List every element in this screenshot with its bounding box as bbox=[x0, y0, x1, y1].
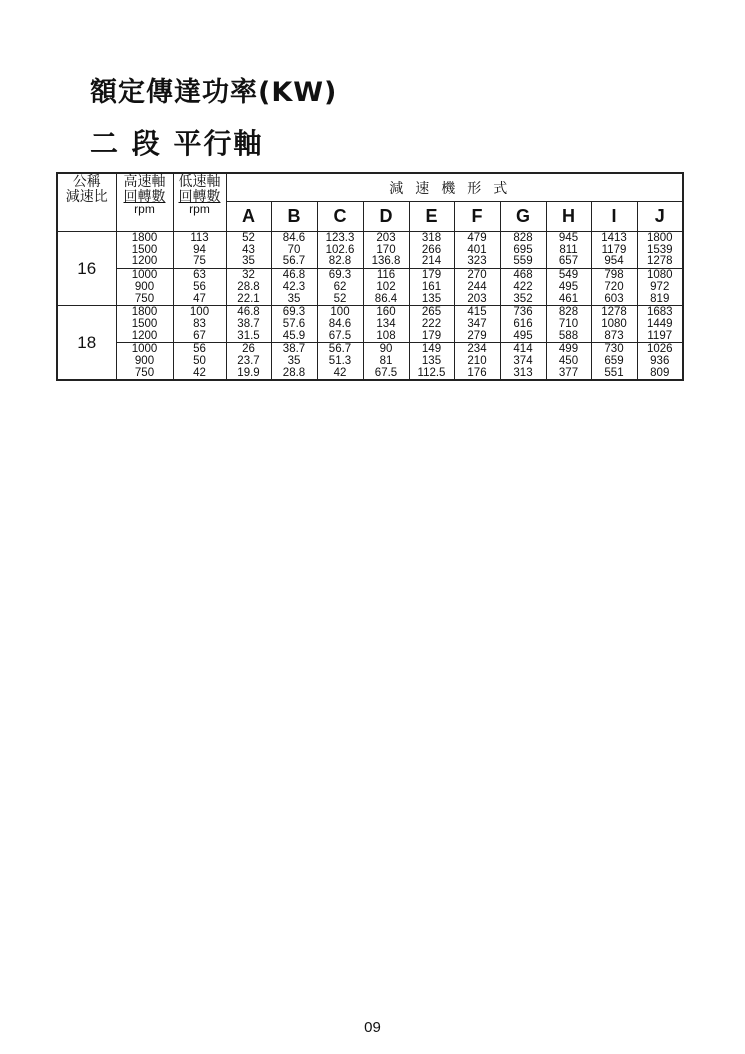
cell-value: 422 bbox=[513, 280, 533, 293]
cell-value: 468 bbox=[513, 269, 533, 282]
power-cell-b bbox=[271, 269, 317, 306]
cell-value: 736 bbox=[513, 306, 533, 319]
cell-value: 23.7 bbox=[237, 355, 260, 368]
high-speed-rpm-cell bbox=[116, 269, 173, 306]
cell-value: 1080 bbox=[601, 317, 627, 330]
cell-value: 873 bbox=[604, 329, 624, 342]
high-speed-rpm-cell bbox=[116, 343, 173, 381]
cell-value: 52 bbox=[242, 232, 255, 244]
cell-value: 28.8 bbox=[282, 366, 306, 379]
cell-value: 270 bbox=[467, 269, 487, 282]
column-header-h: H bbox=[546, 202, 591, 232]
power-cell-d bbox=[363, 306, 409, 343]
cell-value: 113 bbox=[190, 232, 209, 244]
cell-value: 28.8 bbox=[237, 280, 260, 293]
cell-value: 347 bbox=[467, 317, 487, 330]
cell-value: 67.5 bbox=[328, 329, 352, 342]
power-cell-c bbox=[317, 306, 363, 343]
power-cell-a bbox=[226, 306, 271, 343]
header-ratio-line1: 公稱 bbox=[72, 173, 101, 189]
cell-value: 1200 bbox=[131, 255, 158, 268]
cell-value: 323 bbox=[467, 255, 487, 268]
column-header-c: C bbox=[317, 202, 363, 232]
cell-value: 1026 bbox=[646, 343, 673, 356]
page-subtitle: 二 段 平行軸 bbox=[90, 127, 264, 160]
power-cell-e bbox=[409, 269, 454, 306]
cell-value: 1278 bbox=[601, 306, 627, 319]
cell-value: 1200 bbox=[131, 329, 158, 342]
cell-value: 57.6 bbox=[282, 317, 306, 330]
cell-value: 100 bbox=[189, 306, 210, 319]
power-cell-j bbox=[637, 306, 683, 343]
power-cell-d bbox=[363, 343, 409, 381]
header-ratio-line2: 減速比 bbox=[65, 188, 108, 204]
cell-value: 179 bbox=[421, 329, 442, 342]
cell-value: 1500 bbox=[131, 243, 158, 256]
cell-value: 116 bbox=[376, 269, 396, 282]
power-cell-c bbox=[317, 343, 363, 381]
cell-value: 603 bbox=[604, 292, 624, 305]
cell-value: 549 bbox=[558, 269, 579, 282]
header-reducer-models: 減速機形式 bbox=[226, 173, 683, 202]
cell-value: 479 bbox=[467, 232, 487, 244]
cell-value: 352 bbox=[513, 292, 533, 305]
cell-value: 26 bbox=[242, 343, 255, 356]
power-cell-a bbox=[226, 269, 271, 306]
cell-value: 135 bbox=[421, 292, 442, 305]
cell-value: 972 bbox=[650, 280, 670, 293]
cell-value: 1539 bbox=[646, 243, 673, 256]
cell-value: 495 bbox=[558, 280, 579, 293]
cell-value: 84.6 bbox=[282, 232, 306, 244]
cell-value: 313 bbox=[513, 366, 533, 379]
cell-value: 495 bbox=[513, 329, 533, 342]
cell-value: 798 bbox=[604, 269, 624, 282]
table-body bbox=[57, 232, 683, 381]
power-cell-a bbox=[226, 232, 271, 269]
cell-value: 551 bbox=[604, 366, 624, 379]
cell-value: 1278 bbox=[646, 255, 673, 268]
cell-value: 31.5 bbox=[237, 329, 260, 342]
cell-value: 1197 bbox=[647, 329, 673, 342]
power-cell-e bbox=[409, 343, 454, 381]
cell-value: 811 bbox=[559, 243, 578, 256]
low-speed-rpm-cell bbox=[173, 232, 226, 269]
cell-value: 62 bbox=[333, 280, 347, 293]
power-cell-h bbox=[546, 343, 591, 381]
cell-value: 1800 bbox=[131, 306, 158, 319]
cell-value: 82.8 bbox=[328, 255, 352, 268]
cell-value: 160 bbox=[376, 306, 396, 319]
power-cell-i bbox=[591, 343, 637, 381]
power-cell-f bbox=[454, 269, 500, 306]
cell-value: 450 bbox=[558, 355, 579, 368]
cell-value: 936 bbox=[650, 355, 670, 368]
header-high-unit: rpm bbox=[134, 202, 155, 216]
cell-value: 1413 bbox=[601, 232, 627, 244]
column-header-a: A bbox=[226, 202, 271, 232]
column-header-g: G bbox=[500, 202, 546, 232]
cell-value: 720 bbox=[604, 280, 624, 293]
cell-value: 461 bbox=[558, 292, 579, 305]
power-cell-f bbox=[454, 232, 500, 269]
cell-value: 45.9 bbox=[282, 329, 306, 342]
power-cell-g bbox=[500, 232, 546, 269]
power-cell-d bbox=[363, 232, 409, 269]
cell-value: 415 bbox=[467, 306, 487, 319]
cell-value: 710 bbox=[558, 317, 579, 330]
cell-value: 945 bbox=[558, 232, 579, 244]
cell-value: 1449 bbox=[646, 317, 673, 330]
header-high-speed-shaft bbox=[116, 173, 173, 232]
power-cell-i bbox=[591, 269, 637, 306]
cell-value: 56 bbox=[193, 280, 206, 293]
cell-value: 102.6 bbox=[325, 243, 355, 256]
power-cell-h bbox=[546, 232, 591, 269]
cell-value: 35 bbox=[242, 255, 255, 268]
power-cell-g bbox=[500, 306, 546, 343]
high-speed-rpm-cell bbox=[116, 306, 173, 343]
power-cell-i bbox=[591, 232, 637, 269]
cell-value: 108 bbox=[376, 329, 396, 342]
cell-value: 135 bbox=[421, 355, 442, 368]
cell-value: 695 bbox=[513, 243, 533, 256]
header-high-line2: 回轉數 bbox=[123, 188, 166, 204]
power-cell-j bbox=[637, 269, 683, 306]
cell-value: 750 bbox=[134, 366, 155, 379]
low-speed-rpm-cell bbox=[173, 269, 226, 306]
cell-value: 56.7 bbox=[282, 255, 306, 268]
cell-value: 1080 bbox=[646, 269, 673, 282]
cell-value: 19.9 bbox=[237, 366, 260, 379]
header-low-speed-shaft bbox=[173, 173, 226, 232]
table-row bbox=[57, 232, 683, 269]
cell-value: 134 bbox=[376, 317, 396, 330]
cell-value: 51.3 bbox=[328, 355, 352, 368]
cell-value: 900 bbox=[134, 280, 155, 293]
cell-value: 414 bbox=[513, 343, 533, 356]
cell-value: 83 bbox=[193, 317, 206, 330]
cell-value: 265 bbox=[421, 306, 442, 319]
cell-value: 63 bbox=[193, 269, 206, 282]
power-cell-c bbox=[317, 232, 363, 269]
cell-value: 1800 bbox=[646, 232, 673, 244]
cell-value: 170 bbox=[376, 243, 396, 256]
cell-value: 819 bbox=[650, 292, 670, 305]
header-nominal-ratio bbox=[57, 173, 116, 232]
page-number: 09 bbox=[364, 1019, 381, 1036]
ratio-cell: 16 bbox=[57, 232, 116, 306]
cell-value: 1000 bbox=[131, 269, 158, 282]
cell-value: 244 bbox=[467, 280, 487, 293]
cell-value: 94 bbox=[193, 243, 206, 256]
power-cell-h bbox=[546, 269, 591, 306]
cell-value: 86.4 bbox=[374, 292, 398, 305]
column-header-b: B bbox=[271, 202, 317, 232]
cell-value: 374 bbox=[513, 355, 533, 368]
cell-value: 75 bbox=[193, 255, 206, 268]
ratio-cell: 18 bbox=[57, 306, 116, 381]
cell-value: 203 bbox=[467, 292, 487, 305]
cell-value: 69.3 bbox=[282, 306, 306, 319]
power-cell-a bbox=[226, 343, 271, 381]
cell-value: 46.8 bbox=[237, 306, 260, 319]
cell-value: 900 bbox=[134, 355, 155, 368]
cell-value: 214 bbox=[421, 255, 442, 268]
cell-value: 67.5 bbox=[374, 366, 398, 379]
column-header-i: I bbox=[591, 202, 637, 232]
power-cell-f bbox=[454, 343, 500, 381]
cell-value: 1000 bbox=[131, 343, 158, 356]
power-cell-j bbox=[637, 232, 683, 269]
cell-value: 46.8 bbox=[282, 269, 306, 282]
cell-value: 69.3 bbox=[328, 269, 352, 282]
cell-value: 84.6 bbox=[328, 317, 352, 330]
cell-value: 90 bbox=[379, 343, 393, 356]
cell-value: 222 bbox=[421, 317, 442, 330]
cell-value: 22.1 bbox=[237, 292, 260, 305]
cell-value: 1800 bbox=[131, 232, 158, 244]
cell-value: 81 bbox=[379, 355, 393, 368]
cell-value: 43 bbox=[242, 243, 255, 256]
cell-value: 50 bbox=[193, 355, 206, 368]
cell-value: 35 bbox=[287, 292, 301, 305]
cell-value: 210 bbox=[467, 355, 487, 368]
cell-value: 123.3 bbox=[325, 232, 355, 244]
cell-value: 112.5 bbox=[417, 366, 446, 379]
column-header-e: E bbox=[409, 202, 454, 232]
power-cell-g bbox=[500, 343, 546, 381]
cell-value: 559 bbox=[513, 255, 533, 268]
cell-value: 730 bbox=[604, 343, 624, 356]
cell-value: 136.8 bbox=[371, 255, 401, 268]
header-low-line2: 回轉數 bbox=[178, 188, 221, 204]
power-cell-h bbox=[546, 306, 591, 343]
cell-value: 377 bbox=[558, 366, 579, 379]
cell-value: 954 bbox=[604, 255, 624, 268]
cell-value: 401 bbox=[467, 243, 487, 256]
power-cell-g bbox=[500, 269, 546, 306]
low-speed-rpm-cell bbox=[173, 343, 226, 381]
cell-value: 203 bbox=[376, 232, 396, 244]
cell-value: 56 bbox=[193, 343, 206, 356]
header-low-line1: 低速軸 bbox=[178, 173, 221, 189]
cell-value: 38.7 bbox=[282, 343, 306, 356]
power-cell-e bbox=[409, 232, 454, 269]
cell-value: 588 bbox=[558, 329, 579, 342]
table-row bbox=[57, 306, 683, 343]
cell-value: 828 bbox=[558, 306, 579, 319]
cell-value: 279 bbox=[467, 329, 487, 342]
cell-value: 659 bbox=[604, 355, 624, 368]
cell-value: 809 bbox=[650, 366, 670, 379]
cell-value: 35 bbox=[287, 355, 301, 368]
table-row bbox=[57, 343, 683, 381]
low-speed-rpm-cell bbox=[173, 306, 226, 343]
cell-value: 52 bbox=[333, 292, 347, 305]
header-low-unit: rpm bbox=[189, 202, 210, 216]
page-title: 額定傳達功率(KW) bbox=[90, 77, 338, 108]
power-cell-j bbox=[637, 343, 683, 381]
cell-value: 42 bbox=[193, 366, 206, 379]
cell-value: 657 bbox=[558, 255, 579, 268]
cell-value: 318 bbox=[421, 232, 442, 244]
table-row bbox=[57, 269, 683, 306]
cell-value: 1683 bbox=[646, 306, 673, 319]
cell-value: 47 bbox=[193, 292, 206, 305]
cell-value: 149 bbox=[421, 343, 442, 356]
cell-value: 828 bbox=[513, 232, 533, 244]
cell-value: 42 bbox=[333, 366, 347, 379]
power-cell-c bbox=[317, 269, 363, 306]
power-cell-e bbox=[409, 306, 454, 343]
column-header-f: F bbox=[454, 202, 500, 232]
cell-value: 102 bbox=[376, 280, 396, 293]
power-cell-f bbox=[454, 306, 500, 343]
cell-value: 38.7 bbox=[237, 317, 260, 330]
power-cell-d bbox=[363, 269, 409, 306]
cell-value: 1500 bbox=[131, 317, 158, 330]
cell-value: 100 bbox=[330, 306, 350, 319]
cell-value: 161 bbox=[421, 280, 442, 293]
power-cell-i bbox=[591, 306, 637, 343]
column-header-d: D bbox=[363, 202, 409, 232]
cell-value: 616 bbox=[513, 317, 533, 330]
header-high-line1: 高速軸 bbox=[123, 173, 166, 189]
power-cell-b bbox=[271, 232, 317, 269]
cell-value: 70 bbox=[287, 243, 301, 256]
cell-value: 179 bbox=[421, 269, 442, 282]
column-header-j: J bbox=[637, 202, 683, 232]
cell-value: 56.7 bbox=[328, 343, 352, 356]
cell-value: 266 bbox=[421, 243, 442, 256]
cell-value: 32 bbox=[242, 269, 255, 282]
cell-value: 42.3 bbox=[282, 280, 306, 293]
high-speed-rpm-cell bbox=[116, 232, 173, 269]
power-cell-b bbox=[271, 306, 317, 343]
cell-value: 750 bbox=[134, 292, 155, 305]
power-rating-table bbox=[56, 172, 684, 381]
power-cell-b bbox=[271, 343, 317, 381]
cell-value: 67 bbox=[193, 329, 206, 342]
cell-value: 1179 bbox=[601, 243, 627, 256]
cell-value: 234 bbox=[467, 343, 487, 356]
cell-value: 499 bbox=[558, 343, 579, 356]
cell-value: 176 bbox=[467, 366, 487, 379]
power-rating-table-container bbox=[56, 172, 684, 381]
